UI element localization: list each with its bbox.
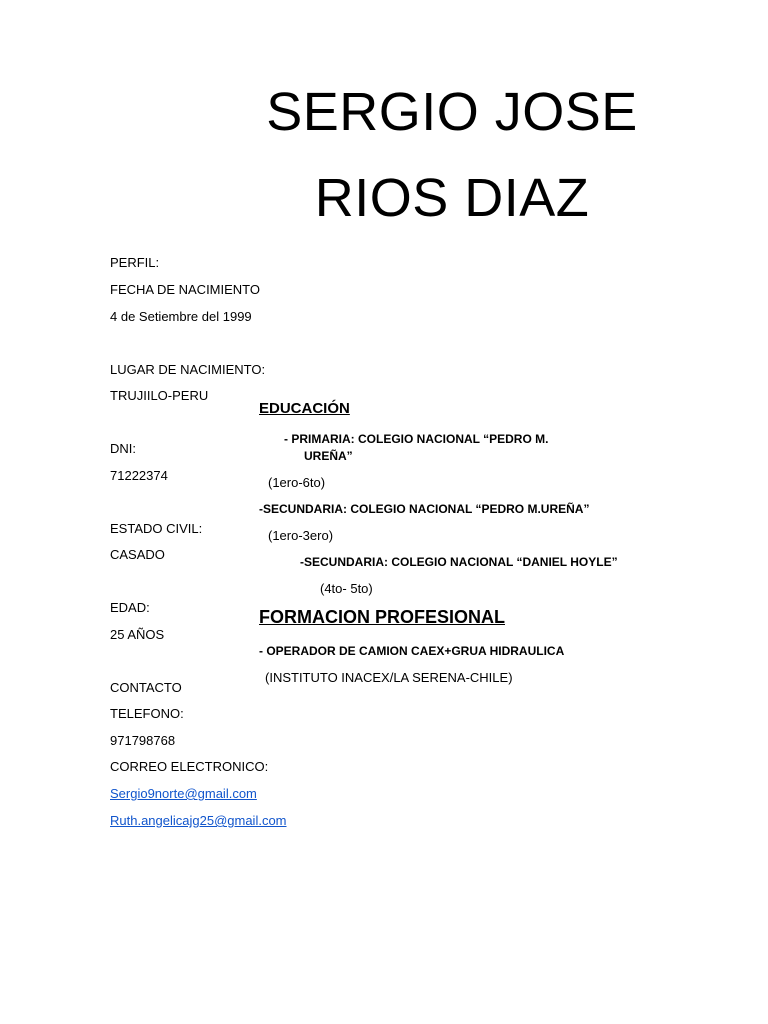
primary-school-line-1: - PRIMARIA: COLEGIO NACIONAL “PEDRO M.	[284, 432, 549, 446]
age-value: 25 AÑOS	[110, 627, 165, 642]
dni-label: DNI:	[110, 441, 136, 456]
professional-course: - OPERADOR DE CAMION CAEX+GRUA HIDRAULICA	[259, 644, 565, 658]
dni-value: 71222374	[110, 468, 168, 483]
secondary-grades-1: (1ero-3ero)	[268, 528, 334, 543]
professional-institute: (INSTITUTO INACEX/LA SERENA-CHILE)	[265, 670, 513, 685]
name-line-1: SERGIO JOSE	[266, 82, 638, 142]
civil-status-value: CASADO	[110, 547, 165, 562]
perfil-label: PERFIL:	[110, 255, 160, 270]
name-line-2: RIOS DIAZ	[314, 168, 590, 228]
primary-school-line-2: UREÑA”	[304, 449, 353, 463]
email-link-1[interactable]: Sergio9norte@gmail.com	[110, 786, 257, 801]
contact-label: CONTACTO	[110, 680, 182, 695]
secondary-grades-2: (4to- 5to)	[320, 581, 373, 596]
professional-heading: FORMACION PROFESIONAL	[259, 607, 505, 627]
birth-date-label: FECHA DE NACIMIENTO	[110, 282, 261, 297]
phone-label: TELEFONO:	[110, 706, 184, 721]
secondary-school-1: -SECUNDARIA: COLEGIO NACIONAL “PEDRO M.UREÑA”	[259, 502, 590, 516]
civil-status-label: ESTADO CIVIL:	[110, 521, 203, 536]
email-link-2[interactable]: Ruth.angelicajg25@gmail.com	[110, 813, 287, 828]
birth-place-value: TRUJIILO-PERU	[110, 388, 209, 403]
primary-grades: (1ero-6to)	[268, 475, 326, 490]
secondary-school-2: -SECUNDARIA: COLEGIO NACIONAL “DANIEL HOYLE”	[300, 555, 618, 569]
phone-value: 971798768	[110, 733, 176, 748]
birth-date-value: 4 de Setiembre del 1999	[110, 309, 252, 324]
birth-place-label: LUGAR DE NACIMIENTO:	[110, 362, 266, 377]
email-label: CORREO ELECTRONICO:	[110, 759, 269, 774]
age-label: EDAD:	[110, 600, 150, 615]
education-heading: EDUCACIÓN	[259, 400, 350, 417]
